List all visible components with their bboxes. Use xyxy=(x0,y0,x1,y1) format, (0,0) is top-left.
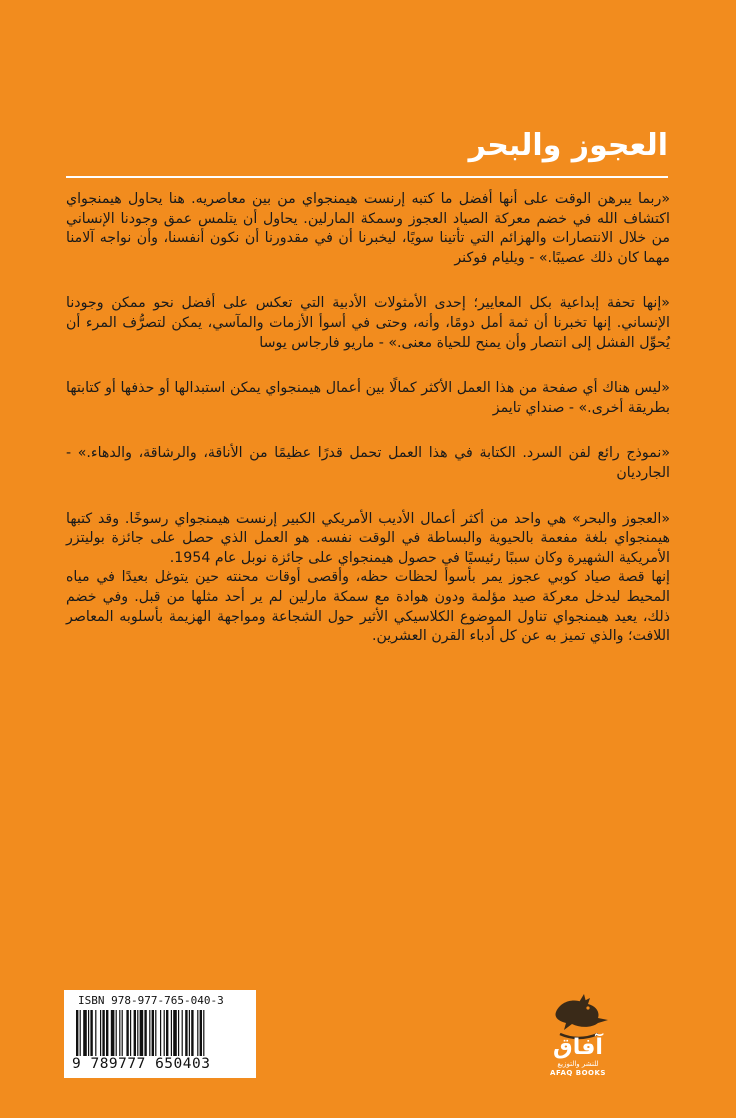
title-divider xyxy=(66,176,668,178)
back-cover-text xyxy=(66,190,670,647)
publisher-logo-text: آفاق xyxy=(553,1035,603,1060)
barcode-icon xyxy=(76,1010,244,1056)
publisher-english-name: AFAQ BOOKS xyxy=(550,1069,606,1077)
description-paragraph: إنها قصة صياد كوبي عجوز يمر بأسوأ لحظات حظه، وأقصى أوقات محنته حين يتوغل بعيدًا في مياه المحيط ليدخل معركة صيد مؤلمة ودون هوادة مع سمكة مارلين لم ير أحد مثلها من قبل. وفي خضم ذلك، يعيد هيمنجواي تناول الموضوع الكلاسيكي الأثير حول الشجاعة ومواجهة الهزيمة بأسلوبه المعاصر اللافت؛ والذي تميز به عن كل أدباء القرن العشرين. xyxy=(66,569,670,645)
isbn-label: ISBN 978-977-765-040-3 xyxy=(78,994,224,1007)
isbn-barcode xyxy=(64,990,256,1078)
review-quote-vargas-llosa: «إنها تحفة إبداعية بكل المعايير؛ إحدى الأمثولات الأدبية التي تعكس على أفضل نحو ممكن وجودنا الإنساني. إنها تخبرنا أن ثمة أمل دومًا، وأنه، وحتى في أسوأ الأزمات والمآسي، يمكن لتصرُّف المرء أن يُحوِّل الفشل إلى انتصار وأن يمنح للحياة معنى.» - ماريو فارجاس يوسا xyxy=(66,295,670,351)
publisher-logo-subtext: للنشر والتوزيع xyxy=(557,1060,599,1068)
publisher-logo xyxy=(538,990,618,1080)
review-quote-faulkner: «ربما يبرهن الوقت على أنها أفضل ما كتبه إرنست هيمنجواي من بين معاصريه. هنا يحاول هيمنجواي اكتشاف الله في خضم معركة الصياد العجوز وسمكة المارلين. يحاول أن يتلمس عمق وجودنا الإنساني من خلال الانتصارات والهزائم التي تأتينا سويًا، ليخبرنا أن في مقدورنا أن نكون أنفسنا، وأن نواجه آلامنا مهما كان ذلك عصيبًا.» - ويليام فوكنر xyxy=(66,191,670,266)
book-title: العجوز والبحر xyxy=(468,128,668,163)
book-description xyxy=(66,510,670,647)
review-quote-sunday-times: «ليس هناك أي صفحة من هذا العمل الأكثر كمالًا بين أعمال هيمنجواي يمكن استبدالها أو حذفها أو كتابتها بطريقة أخرى.» - صنداي تايمز xyxy=(66,380,670,416)
description-paragraph: «العجوز والبحر» هي واحد من أكثر أعمال الأديب الأمريكي الكبير إرنست هيمنجواي رسوخًا. وقد كتبها هيمنجواي بلغة مفعمة بالحيوية والبساطة في الوقت نفسه. هو العمل الذي حصل على جائزة بوليتزر الأمريكية الشهيرة وكان سببًا رئيسيًا في حصول هيمنجواي على جائزة نوبل عام 1954. xyxy=(66,510,670,566)
barcode-digits: 9 789777 650403 xyxy=(72,1056,211,1072)
review-quote-guardian: «نموذج رائع لفن السرد. الكتابة في هذا العمل تحمل قدرًا عظيمًا من الأناقة، والرشاقة، والدهاء.» - الجارديان xyxy=(66,445,670,481)
